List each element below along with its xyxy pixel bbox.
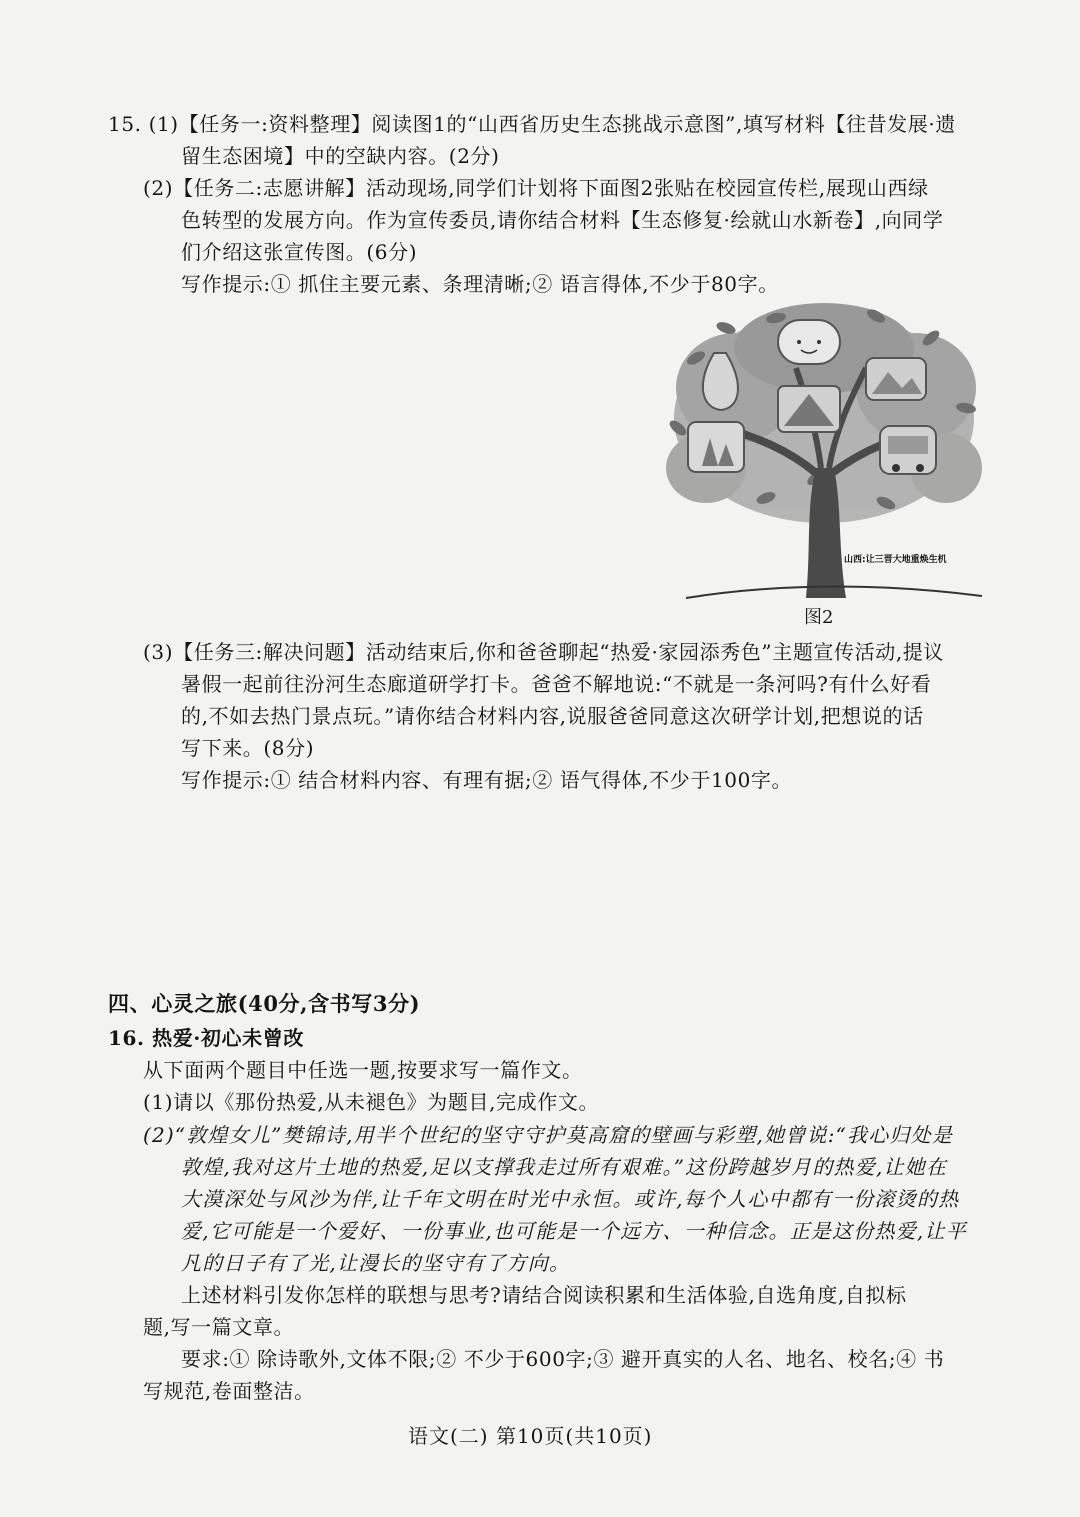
q16-option-2-line-4: 爱,它可能是一个爱好、一份事业,也可能是一个远方、一种信念。正是这份热爱,让平 [181,1219,967,1243]
q15-3-writing-tip: 写作提示:① 结合材料内容、有理有据;② 语气得体,不少于100字。 [181,768,793,792]
q16-option-2-line-5: 凡的日子有了光,让漫长的坚守有了方向。 [181,1251,571,1275]
cloud-icon [778,320,840,364]
q15-2-line-3: 们介绍这张宣传图。(6分) [181,240,418,264]
q15-3-line-4: 写下来。(8分) [181,736,315,760]
q15-3-line-1: (3)【任务三:解决问题】活动结束后,你和爸爸聊起“热爱·家园添秀色”主题宣传活动,提议 [143,640,944,664]
tree-illustration-svg [666,298,982,604]
q16-prompt-line-2: 题,写一篇文章。 [143,1315,295,1339]
q16-option-2-line-2: 敦煌,我对这片土地的热爱,足以支撑我走过所有艰难。”这份跨越岁月的热爱,让她在 [181,1155,948,1179]
q15-3-line-2: 暑假一起前往汾河生态廊道研学打卡。爸爸不解地说:“不就是一条河吗?有什么好看 [181,672,932,696]
q15-2-line-2: 色转型的发展方向。作为宣传委员,请你结合材料【生态修复·绘就山水新卷】,向同学 [181,208,944,232]
q16-requirements-line-1: 要求:① 除诗歌外,文体不限;② 不少于600字;③ 避开真实的人名、地名、校名;④ 书 [181,1347,945,1371]
q16-requirements-line-2: 写规范,卷面整洁。 [143,1379,315,1403]
q16-prompt-line-1: 上述材料引发你怎样的联想与思考?请结合阅读积累和生活体验,自选角度,自拟标 [181,1283,907,1307]
q16-option-1: (1)请以《那份热爱,从未褪色》为题目,完成作文。 [143,1090,600,1114]
q15-1-line-2: 留生态困境】中的空缺内容。(2分) [181,144,500,168]
q16-option-2-line-3: 大漠深处与风沙为伴,让千年文明在时光中永恒。或许,每个人心中都有一份滚烫的热 [181,1187,960,1211]
q15-1-line-1: 15. (1)【任务一:资料整理】阅读图1的“山西省历史生态挑战示意图”,填写材料【往昔发展·遗 [108,112,956,136]
q15-2-line-1: (2)【任务二:志愿讲解】活动现场,同学们计划将下面图2张贴在校园宣传栏,展现山西绿 [143,176,929,200]
section-4-title: 四、心灵之旅(40分,含书写3分) [108,991,421,1016]
q15-3-line-3: 的,不如去热门景点玩。”请你结合材料内容,说服爸爸同意这次研学计划,把想说的话 [181,704,924,728]
q16-title: 16. 热爱·初心未曾改 [108,1026,304,1050]
figure-slogan: 山西:让三晋大地重焕生机 [844,555,947,565]
q16-option-2-line-1: (2)“敦煌女儿”樊锦诗,用半个世纪的坚守守护莫高窟的壁画与彩塑,她曾说:“我心归处是 [143,1123,954,1147]
figure-2-tree-illustration [666,298,982,604]
q15-2-writing-tip: 写作提示:① 抓住主要元素、条理清晰;② 语言得体,不少于80字。 [181,272,779,296]
figure-caption: 图2 [804,607,834,628]
q16-instruction: 从下面两个题目中任选一题,按要求写一篇作文。 [143,1058,583,1082]
page-footer: 语文(二) 第10页(共10页) [408,1424,653,1448]
